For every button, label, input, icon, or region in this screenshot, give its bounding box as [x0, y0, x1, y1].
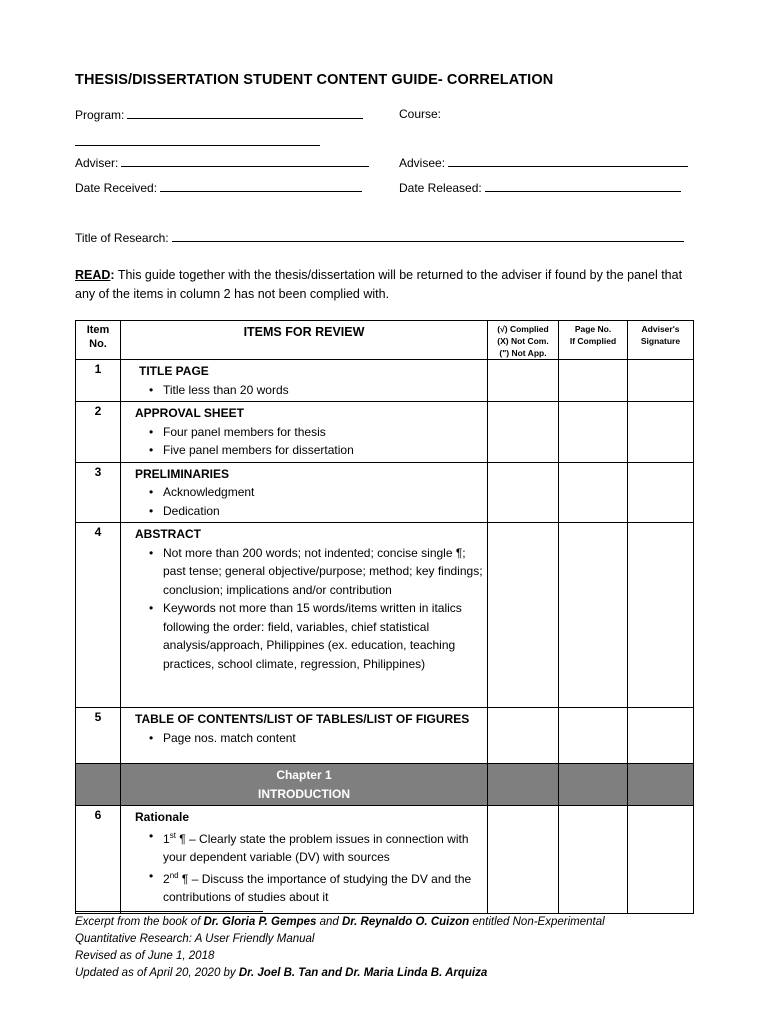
footnote [75, 914, 695, 982]
course-field [399, 107, 441, 121]
page-no-cell[interactable] [559, 402, 628, 463]
item-content [121, 462, 488, 523]
item-content [121, 523, 488, 708]
table-header-row [76, 321, 694, 360]
complied-cell[interactable] [488, 402, 559, 463]
item-number: 2 [76, 402, 121, 463]
course-label: Course: [399, 107, 442, 121]
date-released-blank[interactable] [485, 180, 681, 192]
chapter-row [76, 764, 694, 806]
date-released-field [399, 180, 681, 195]
date-received-blank[interactable] [160, 180, 362, 192]
item-number: 4 [76, 523, 121, 708]
title-of-research-field [75, 230, 684, 245]
header-complied: (√) Complied (X) Not Com. (") Not App. [488, 321, 559, 360]
title-of-research-blank[interactable] [172, 230, 684, 242]
header-page-no: Page No. If Complied [559, 321, 628, 360]
date-released-label: Date Released: [399, 181, 482, 195]
list-item: • Page nos. match content [149, 730, 296, 745]
footnote-divider [75, 911, 263, 912]
complied-cell[interactable] [488, 708, 559, 764]
document-title: THESIS/DISSERTATION STUDENT CONTENT GUIDE- CORRELATION [75, 72, 554, 88]
complied-cell[interactable] [488, 806, 559, 914]
item-heading: TABLE OF CONTENTS/LIST OF TABLES/LIST OF FIGURES [135, 712, 470, 726]
signature-cell[interactable] [628, 806, 694, 914]
footnote-line-3: Revised as of June 1, 2018 [75, 950, 215, 962]
list-item: • 1st ¶ – Clearly state the problem issues in connection with your dependent variable (DV) with sources [149, 828, 469, 864]
signature-cell[interactable] [628, 360, 694, 402]
program-field [75, 107, 363, 122]
read-instructions: READ: This guide together with the thesis/dissertation will be returned to the adviser if found by the panel that any of the items in column 2 has not been complied with. [75, 268, 683, 301]
table-row [76, 523, 694, 708]
header-item-no: Item No. [76, 321, 121, 360]
page-no-cell[interactable] [559, 462, 628, 523]
chapter-heading: Chapter 1 INTRODUCTION [121, 764, 488, 806]
adviser-label: Adviser: [75, 156, 119, 170]
list-item: • 2nd ¶ – Discuss the importance of studying the DV and the contributions of studies about it [149, 868, 472, 904]
page-no-cell[interactable] [559, 523, 628, 708]
program-label: Program: [75, 108, 125, 122]
read-keyword: READ [75, 268, 111, 282]
date-received-label: Date Received: [75, 181, 158, 195]
list-item: • Title less than 20 words [149, 382, 289, 397]
item-number: 1 [76, 360, 121, 402]
advisee-field [399, 155, 688, 170]
table-row [76, 360, 694, 402]
list-item: • Keywords not more than 15 words/items written in italics following the order: field, variables, chief statistical analysis/approach, Philippines (ex. education, teaching practices, school climate, regression, Philippines) [149, 601, 462, 671]
item-heading: TITLE PAGE [139, 364, 209, 378]
adviser-field [75, 155, 369, 170]
item-content [121, 360, 488, 402]
footnote-line-1: Excerpt from the book of Dr. Gloria P. Gempes and Dr. Reynaldo O. Cuizon entitled Non-Experimental [75, 916, 605, 928]
table-row [76, 708, 694, 764]
table-row [76, 806, 694, 914]
signature-cell[interactable] [628, 523, 694, 708]
item-content [121, 402, 488, 463]
date-received-field [75, 180, 362, 195]
item-number: 5 [76, 708, 121, 764]
table-row [76, 462, 694, 523]
complied-cell[interactable] [488, 523, 559, 708]
program-blank-2[interactable] [75, 134, 320, 146]
list-item: • Dedication [149, 503, 220, 518]
list-item: • Four panel members for thesis [149, 424, 326, 439]
item-heading: ABSTRACT [135, 527, 201, 541]
review-table [75, 320, 694, 914]
item-content [121, 806, 488, 914]
program-continuation [75, 134, 320, 149]
item-heading: PRELIMINARIES [135, 466, 230, 481]
page-no-cell[interactable] [559, 708, 628, 764]
signature-cell[interactable] [628, 462, 694, 523]
footnote-line-4: Updated as of April 20, 2020 by Dr. Joel B. Tan and Dr. Maria Linda B. Arquiza [75, 967, 488, 979]
title-of-research-label: Title of Research: [75, 231, 169, 245]
header-items-for-review: ITEMS FOR REVIEW [121, 321, 488, 360]
table-row [76, 402, 694, 463]
signature-cell[interactable] [628, 708, 694, 764]
item-heading: Rationale [135, 810, 190, 824]
footnote-line-2: Quantitative Research: A User Friendly Manual [75, 933, 315, 945]
list-item: • Acknowledgment [149, 485, 255, 499]
list-item: • Not more than 200 words; not indented; concise single ¶; past tense; general objective/purpose; method; key findings; conclusion; implications and/or contribution [149, 545, 483, 597]
program-blank[interactable] [127, 107, 363, 119]
adviser-blank[interactable] [121, 155, 369, 167]
item-content [121, 708, 488, 764]
page-no-cell[interactable] [559, 360, 628, 402]
read-text: This guide together with the thesis/dissertation will be returned to the adviser if found by the panel that any of the items in column 2 has not been complied with. [75, 268, 683, 301]
item-heading: APPROVAL SHEET [135, 406, 244, 420]
advisee-label: Advisee: [399, 156, 446, 170]
item-number: 6 [76, 806, 121, 914]
list-item: • Five panel members for dissertation [149, 443, 354, 457]
complied-cell[interactable] [488, 360, 559, 402]
complied-cell[interactable] [488, 462, 559, 523]
signature-cell[interactable] [628, 402, 694, 463]
advisee-blank[interactable] [448, 155, 688, 167]
page-no-cell[interactable] [559, 806, 628, 914]
item-number: 3 [76, 462, 121, 523]
header-adviser-signature: Adviser's Signature [628, 321, 694, 360]
